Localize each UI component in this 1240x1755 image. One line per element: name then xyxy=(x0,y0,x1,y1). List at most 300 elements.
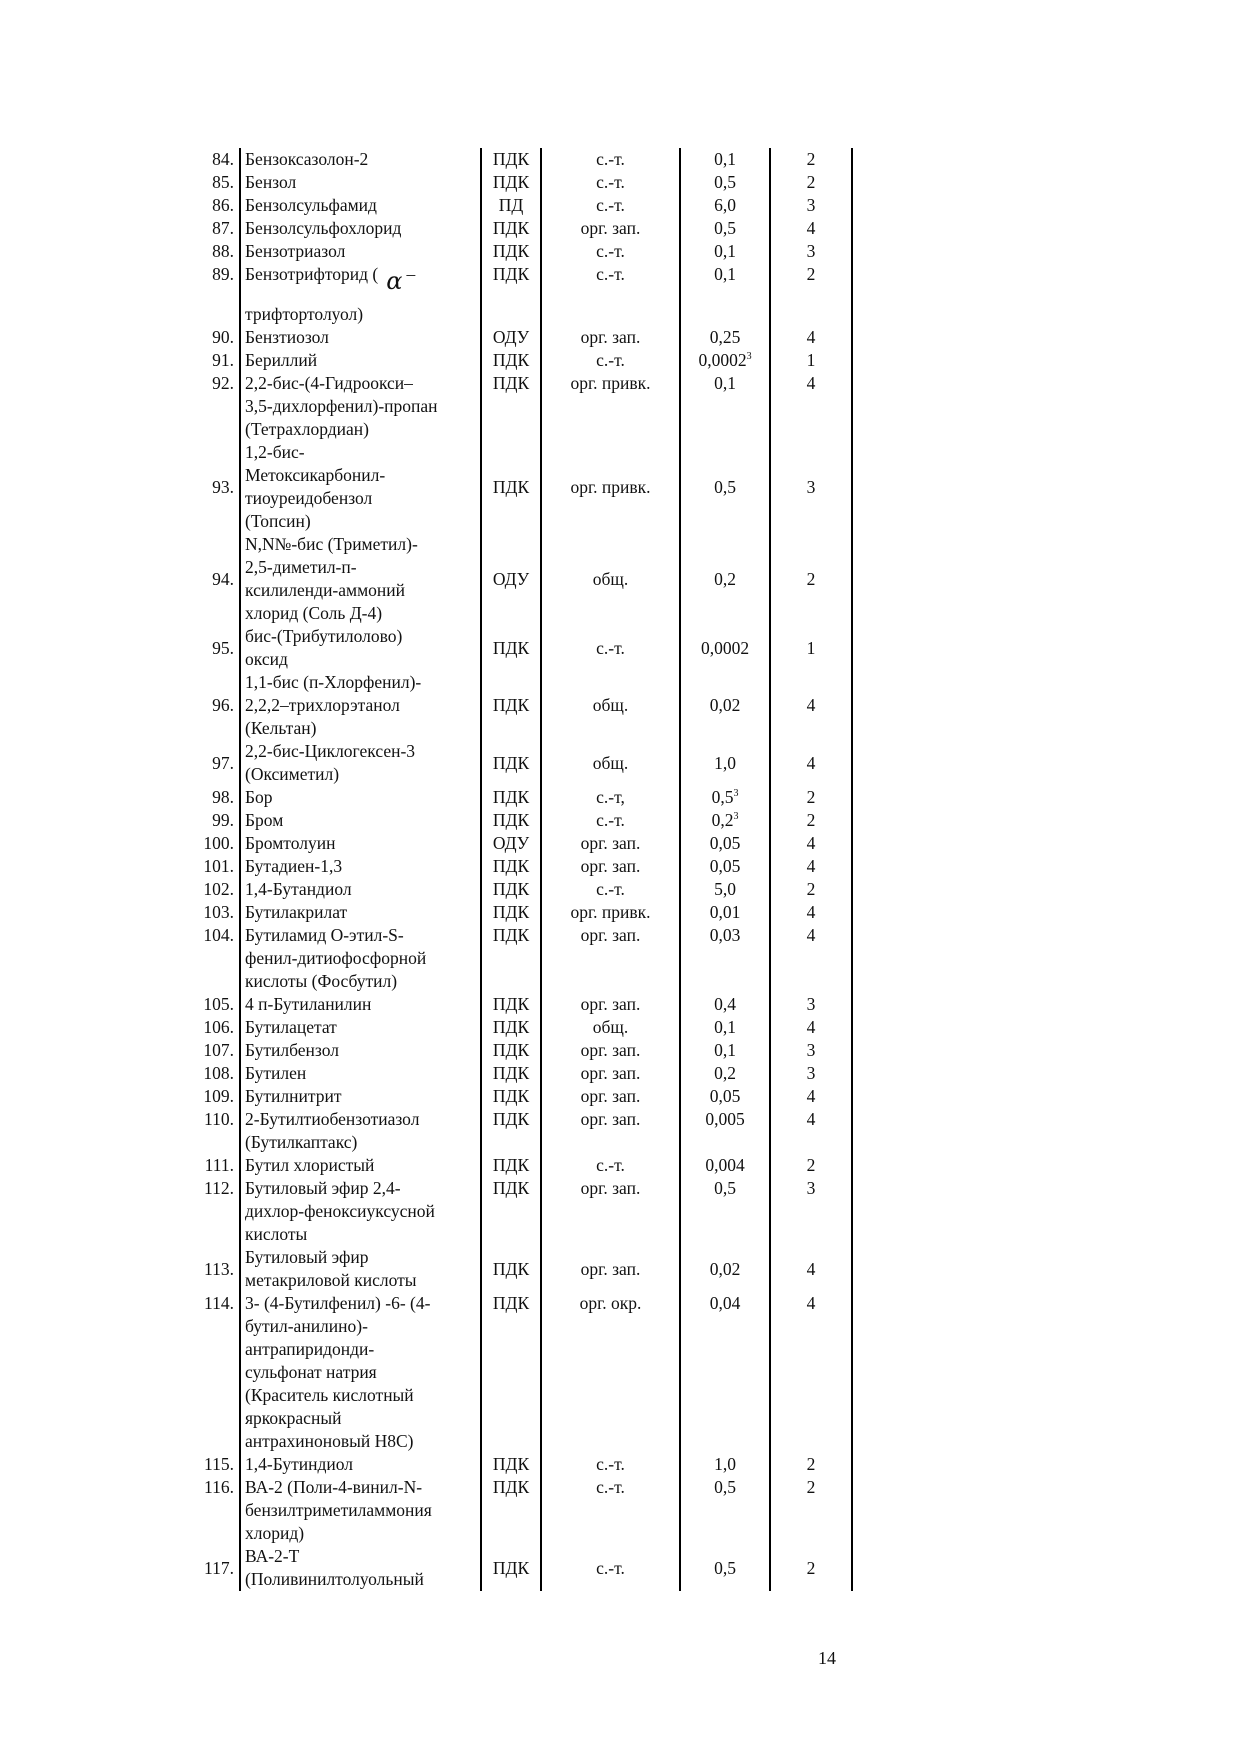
substance-name-line: ВА-2 (Поли-4-винил-N- xyxy=(245,1477,423,1497)
value-number: 0,1 xyxy=(714,149,736,169)
table-row xyxy=(186,1177,852,1246)
substance-name xyxy=(240,441,481,533)
value-number: 1,0 xyxy=(714,1454,736,1474)
standard-type: ПДК xyxy=(481,786,541,809)
hazard-class: 2 xyxy=(770,263,852,326)
limiting-indicator: орг. окр. xyxy=(541,1292,680,1453)
limiting-indicator: с.-т. xyxy=(541,809,680,832)
row-number: 106. xyxy=(203,1017,234,1037)
hazard-class: 4 xyxy=(770,372,852,441)
concentration-value xyxy=(680,148,770,171)
hazard-class: 2 xyxy=(770,1476,852,1545)
standard-type: ПДК xyxy=(481,1545,541,1591)
limiting-indicator: с.-т. xyxy=(541,263,680,326)
substance-name-line: Бор xyxy=(245,787,273,807)
substance-name-line: 1,4-Бутандиол xyxy=(245,879,352,899)
concentration-value xyxy=(680,1453,770,1476)
table-row xyxy=(186,217,852,240)
substance-name-line: Бром xyxy=(245,810,284,830)
table-row xyxy=(186,1062,852,1085)
row-number: 112. xyxy=(204,1178,234,1198)
standard-type: ОДУ xyxy=(481,326,541,349)
substance-name-line: 2,2-бис-Циклогексен-3 xyxy=(245,741,416,761)
substance-name xyxy=(240,832,481,855)
row-number: 96. xyxy=(212,695,234,715)
substance-name xyxy=(240,809,481,832)
standard-type: ПДК xyxy=(481,1453,541,1476)
table-row xyxy=(186,326,852,349)
limiting-indicator: общ. xyxy=(541,1016,680,1039)
substance-name xyxy=(240,1085,481,1108)
value-footnote: 3 xyxy=(733,788,739,799)
substance-name-line: фенил-дитиофосфорной xyxy=(245,948,427,968)
substance-name xyxy=(240,901,481,924)
concentration-value xyxy=(680,1292,770,1453)
table-row xyxy=(186,441,852,533)
concentration-value xyxy=(680,832,770,855)
hazard-class: 4 xyxy=(770,217,852,240)
substance-name xyxy=(240,217,481,240)
concentration-value xyxy=(680,349,770,372)
value-number: 0,03 xyxy=(709,925,741,945)
row-number: 110. xyxy=(204,1109,234,1129)
value-number: 0,0002 xyxy=(700,637,750,658)
concentration-value xyxy=(680,878,770,901)
table-row xyxy=(186,740,852,786)
substance-name-line: Бутадиен-1,3 xyxy=(245,856,343,876)
concentration-value xyxy=(680,1246,770,1292)
row-number: 90. xyxy=(212,327,234,347)
substance-name-line: N,N№-бис (Триметил)- xyxy=(245,534,418,554)
value-number: 0,1 xyxy=(714,373,736,393)
concentration-value xyxy=(680,1476,770,1545)
standard-type: ПДК xyxy=(481,1085,541,1108)
page-number: 14 xyxy=(818,1648,836,1668)
limiting-indicator: общ. xyxy=(541,671,680,740)
limiting-indicator: с.-т. xyxy=(541,194,680,217)
standard-type: ПДК xyxy=(481,740,541,786)
limiting-indicator: орг. зап. xyxy=(541,993,680,1016)
table-row xyxy=(186,786,852,809)
standard-type: ПДК xyxy=(481,993,541,1016)
hazard-class: 4 xyxy=(770,855,852,878)
table-row xyxy=(186,1108,852,1154)
standard-type: ПДК xyxy=(481,1177,541,1246)
value-number: 0,25 xyxy=(709,327,741,347)
substance-name xyxy=(240,1453,481,1476)
substance-name xyxy=(240,349,481,372)
substance-name xyxy=(240,786,481,809)
limiting-indicator: орг. зап. xyxy=(541,1108,680,1154)
hazard-class: 3 xyxy=(770,1039,852,1062)
table-row xyxy=(186,1246,852,1292)
substance-name xyxy=(240,1039,481,1062)
table-row xyxy=(186,1154,852,1177)
substance-name-head: Бензотрифторид ( xyxy=(245,264,379,284)
hazard-class: 4 xyxy=(770,1085,852,1108)
limiting-indicator: с.-т. xyxy=(541,625,680,671)
value-number: 0,05 xyxy=(709,833,741,853)
substance-name-dash: – xyxy=(406,264,416,284)
hazard-class: 2 xyxy=(770,1154,852,1177)
concentration-value xyxy=(680,1177,770,1246)
substance-name xyxy=(240,263,481,326)
limiting-indicator: с.-т. xyxy=(541,148,680,171)
standard-type: ПДК xyxy=(481,1246,541,1292)
limiting-indicator: орг. зап. xyxy=(541,855,680,878)
substance-name-line: дихлор-феноксиуксусной xyxy=(245,1201,435,1221)
hazard-class: 1 xyxy=(770,625,852,671)
row-number: 108. xyxy=(203,1063,234,1083)
row-number: 84. xyxy=(212,149,234,169)
value-number: 0,2 xyxy=(714,568,736,589)
table-row xyxy=(186,855,852,878)
substance-name-line: 3- (4-Бутилфенил) -6- (4- xyxy=(245,1293,431,1313)
substance-name-line: оксид xyxy=(245,649,288,669)
hazard-class: 4 xyxy=(770,1292,852,1453)
table-row xyxy=(186,809,852,832)
hazard-class: 2 xyxy=(770,148,852,171)
concentration-value xyxy=(680,671,770,740)
hazard-class: 2 xyxy=(770,1545,852,1591)
value-number: 0,004 xyxy=(705,1155,745,1175)
substance-name xyxy=(240,924,481,993)
hazard-class: 4 xyxy=(770,901,852,924)
table-row xyxy=(186,993,852,1016)
table-row xyxy=(186,924,852,993)
hazard-class: 3 xyxy=(770,441,852,533)
value-number: 0,05 xyxy=(709,856,741,876)
value-number: 0,04 xyxy=(709,1293,741,1313)
limiting-indicator: орг. привк. xyxy=(541,901,680,924)
concentration-value xyxy=(680,1154,770,1177)
substance-name-line: яркокрасный xyxy=(245,1408,342,1428)
substance-name xyxy=(240,625,481,671)
substance-name-line: (Бутилкаптакс) xyxy=(245,1132,358,1152)
concentration-value xyxy=(680,240,770,263)
value-number: 1,0 xyxy=(714,752,736,773)
standard-type: ПДК xyxy=(481,901,541,924)
substance-name-line: сульфонат натрия xyxy=(245,1362,377,1382)
substance-name-line: тиоуреидобензол xyxy=(245,488,373,508)
concentration-value xyxy=(680,263,770,326)
substance-name xyxy=(240,1476,481,1545)
standard-type: ПДК xyxy=(481,1154,541,1177)
concentration-value xyxy=(680,1108,770,1154)
concentration-value xyxy=(680,1085,770,1108)
row-number: 97. xyxy=(212,752,234,773)
table-row xyxy=(186,194,852,217)
substance-name-line: кислоты xyxy=(245,1224,308,1244)
row-number: 100. xyxy=(203,833,234,853)
substance-name-line: антрахиноновый Н8С) xyxy=(245,1431,414,1451)
hazard-class: 4 xyxy=(770,1108,852,1154)
table-row xyxy=(186,1292,852,1453)
standard-type: ПДК xyxy=(481,1292,541,1453)
value-number: 0,5 xyxy=(714,1477,736,1497)
row-number: 86. xyxy=(212,195,234,215)
substance-name-line: 1,2-бис- xyxy=(245,442,305,462)
value-number: 0,01 xyxy=(709,902,741,922)
standard-type: ПДК xyxy=(481,171,541,194)
substance-name-line: бис-(Трибутилолово) xyxy=(245,626,403,646)
substance-name xyxy=(240,671,481,740)
substance-name xyxy=(240,148,481,171)
substance-name xyxy=(240,1154,481,1177)
substance-name-line: Бензол xyxy=(245,172,297,192)
row-number: 105. xyxy=(203,994,234,1014)
standard-type: ПДК xyxy=(481,1039,541,1062)
value-number: 0,5 xyxy=(714,1178,736,1198)
table-row xyxy=(186,1039,852,1062)
hazard-class: 4 xyxy=(770,1016,852,1039)
substance-name xyxy=(240,240,481,263)
limiting-indicator: орг. зап. xyxy=(541,832,680,855)
substance-name-line: ВА-2-Т xyxy=(245,1546,300,1566)
limiting-indicator: с.-т. xyxy=(541,1453,680,1476)
concentration-value xyxy=(680,1016,770,1039)
standard-type: ПД xyxy=(481,194,541,217)
limiting-indicator: с.-т. xyxy=(541,1154,680,1177)
concentration-value xyxy=(680,194,770,217)
standard-type: ОДУ xyxy=(481,832,541,855)
substance-name xyxy=(240,1108,481,1154)
concentration-value xyxy=(680,217,770,240)
substance-name-line: Бутиловый эфир 2,4- xyxy=(245,1178,401,1198)
concentration-value xyxy=(680,171,770,194)
hazard-class: 3 xyxy=(770,240,852,263)
row-number: 114. xyxy=(204,1293,234,1313)
row-number: 115. xyxy=(204,1454,234,1474)
value-number: 0,02 xyxy=(709,695,741,715)
substance-name-line: (Кельтан) xyxy=(245,718,317,738)
hazard-class: 4 xyxy=(770,924,852,993)
standard-type: ПДК xyxy=(481,217,541,240)
value-footnote: 3 xyxy=(746,351,752,362)
concentration-value xyxy=(680,372,770,441)
concentration-value xyxy=(680,533,770,625)
table-row xyxy=(186,263,852,326)
substance-name-line: 3,5-дихлорфенил)-пропан xyxy=(245,396,438,416)
concentration-value xyxy=(680,441,770,533)
hazard-class: 3 xyxy=(770,1177,852,1246)
limiting-indicator: орг. зап. xyxy=(541,326,680,349)
substance-name-line: (Топсин) xyxy=(245,511,311,531)
substance-name-line: хлорид) xyxy=(245,1523,305,1543)
limiting-indicator: с.-т. xyxy=(541,878,680,901)
row-number: 89. xyxy=(212,264,234,284)
table-body xyxy=(186,148,852,1591)
limiting-indicator: с.-т. xyxy=(541,240,680,263)
substance-name-line: трифтортолуол) xyxy=(245,304,364,324)
concentration-value xyxy=(680,809,770,832)
standard-type: ПДК xyxy=(481,809,541,832)
value-number: 0,1 xyxy=(714,1017,736,1037)
substance-name xyxy=(240,878,481,901)
substance-name-line: Бутилакрилат xyxy=(245,902,348,922)
value-number: 0,005 xyxy=(705,1109,745,1129)
table-row xyxy=(186,372,852,441)
value-number: 6,0 xyxy=(714,195,736,215)
row-number: 107. xyxy=(203,1040,234,1060)
alpha-symbol: α xyxy=(386,267,403,295)
concentration-value xyxy=(680,1039,770,1062)
row-number: 117. xyxy=(204,1557,234,1578)
row-number: 104. xyxy=(203,925,234,945)
standard-type: ПДК xyxy=(481,240,541,263)
substance-name-line: Бутилбензол xyxy=(245,1040,339,1060)
limiting-indicator: орг. зап. xyxy=(541,1177,680,1246)
hazard-class: 3 xyxy=(770,1062,852,1085)
substance-name xyxy=(240,1062,481,1085)
substance-name-line: 2,5-диметил-п- xyxy=(245,557,357,577)
standard-type: ПДК xyxy=(481,372,541,441)
substance-name-line: Бромтолуин xyxy=(245,833,336,853)
hazard-class: 3 xyxy=(770,194,852,217)
substance-name-line: 1,4-Бутиндиол xyxy=(245,1454,353,1474)
table-row xyxy=(186,1453,852,1476)
limiting-indicator: орг. зап. xyxy=(541,1039,680,1062)
substance-name-line: 1,1-бис (п-Хлорфенил)- xyxy=(245,672,422,692)
limiting-indicator: орг. привк. xyxy=(541,441,680,533)
hazard-class: 4 xyxy=(770,1246,852,1292)
limiting-indicator: общ. xyxy=(541,740,680,786)
table-row xyxy=(186,240,852,263)
hazard-class: 4 xyxy=(770,740,852,786)
substance-name-line: 2,2,2–трихлорэтанол xyxy=(245,695,400,715)
limiting-indicator: с.-т. xyxy=(541,349,680,372)
row-number: 85. xyxy=(212,172,234,192)
row-number: 91. xyxy=(212,350,234,370)
value-number: 0,02 xyxy=(709,1258,741,1279)
table-row xyxy=(186,1545,852,1591)
substance-name-line: Бутил хлористый xyxy=(245,1155,375,1175)
hazard-class: 4 xyxy=(770,326,852,349)
limiting-indicator: с.-т, xyxy=(541,786,680,809)
row-number: 99. xyxy=(212,810,234,830)
standard-type: ПДК xyxy=(481,625,541,671)
substance-name-line: Бензтиозол xyxy=(245,327,329,347)
table-row xyxy=(186,349,852,372)
substance-name xyxy=(240,326,481,349)
substance-name-line: кислоты (Фосбутил) xyxy=(245,971,398,991)
value-number: 0,05 xyxy=(709,1086,741,1106)
value-number: 0,5 xyxy=(714,172,736,192)
value-number: 0,1 xyxy=(714,1040,736,1060)
row-number: 101. xyxy=(203,856,234,876)
value-number: 0,5 xyxy=(714,218,736,238)
concentration-value xyxy=(680,1545,770,1591)
concentration-value xyxy=(680,993,770,1016)
row-number: 109. xyxy=(203,1086,234,1106)
concentration-value xyxy=(680,855,770,878)
concentration-value xyxy=(680,786,770,809)
standard-type: ПДК xyxy=(481,263,541,326)
table-row xyxy=(186,171,852,194)
table-row xyxy=(186,1476,852,1545)
row-number: 95. xyxy=(212,637,234,658)
substance-name-line: 4 п-Бутиланилин xyxy=(245,994,372,1014)
table-row xyxy=(186,148,852,171)
substance-name-line: (Поливинилтолуольный xyxy=(245,1569,424,1589)
concentration-value xyxy=(680,326,770,349)
limiting-indicator: с.-т. xyxy=(541,171,680,194)
row-number: 93. xyxy=(212,476,234,497)
limiting-indicator: с.-т. xyxy=(541,1476,680,1545)
standard-type: ПДК xyxy=(481,671,541,740)
row-number: 98. xyxy=(212,787,234,807)
substance-name-line: Метоксикарбонил- xyxy=(245,465,386,485)
substance-name-line: Бензоксазолон-2 xyxy=(245,149,369,169)
substance-name xyxy=(240,1545,481,1591)
value-footnote: 3 xyxy=(733,811,739,822)
value-number: 0,1 xyxy=(714,241,736,261)
table-row xyxy=(186,901,852,924)
substance-name xyxy=(240,1246,481,1292)
substance-name-line: хлорид (Соль Д-4) xyxy=(245,603,383,623)
standard-type: ОДУ xyxy=(481,533,541,625)
hazard-class: 2 xyxy=(770,878,852,901)
table-row xyxy=(186,1085,852,1108)
hazard-class: 2 xyxy=(770,786,852,809)
standard-type: ПДК xyxy=(481,1476,541,1545)
value-number: 0,4 xyxy=(714,994,736,1014)
substance-name-line: Бутилнитрит xyxy=(245,1086,342,1106)
hazard-class: 3 xyxy=(770,993,852,1016)
limiting-indicator: орг. зап. xyxy=(541,1246,680,1292)
row-number: 94. xyxy=(212,568,234,589)
substance-name-line: метакриловой кислоты xyxy=(245,1270,417,1290)
substance-name xyxy=(240,1177,481,1246)
substance-name xyxy=(240,1016,481,1039)
row-number: 88. xyxy=(212,241,234,261)
substance-name-line: Бериллий xyxy=(245,350,318,370)
hazard-class: 1 xyxy=(770,349,852,372)
substance-name-line: бензилтриметиламмония xyxy=(245,1500,432,1520)
substance-name-line: Бутиламид О-этил-S- xyxy=(245,925,404,945)
value-number: 0,0002 xyxy=(698,350,747,370)
row-number: 116. xyxy=(204,1477,234,1497)
substance-name xyxy=(240,533,481,625)
substance-name-line: 2-Бутилтиобензотиазол xyxy=(245,1109,420,1129)
row-number: 87. xyxy=(212,218,234,238)
substance-name-line: Бензотриазол xyxy=(245,241,346,261)
concentration-value xyxy=(680,740,770,786)
value-number: 0,1 xyxy=(714,264,736,284)
substance-name-line: Бутиловый эфир xyxy=(245,1247,369,1267)
substance-name-line: (Тетрахлордиан) xyxy=(245,419,369,439)
limiting-indicator: орг. зап. xyxy=(541,924,680,993)
standard-type: ПДК xyxy=(481,441,541,533)
hazard-class: 2 xyxy=(770,533,852,625)
value-number: 5,0 xyxy=(714,879,736,899)
value-number: 0,5 xyxy=(711,787,734,807)
substance-name-line: (Краситель кислотный xyxy=(245,1385,414,1405)
standard-type: ПДК xyxy=(481,1016,541,1039)
substance-table xyxy=(186,148,853,1591)
table-row xyxy=(186,625,852,671)
substance-name-line xyxy=(245,263,480,303)
substance-name-line: ксилиленди-аммоний xyxy=(245,580,406,600)
limiting-indicator: орг. привк. xyxy=(541,372,680,441)
row-number: 113. xyxy=(204,1258,234,1279)
substance-name-line: Бензолсульфамид xyxy=(245,195,377,215)
table-row xyxy=(186,1016,852,1039)
substance-name xyxy=(240,993,481,1016)
table-row xyxy=(186,878,852,901)
row-number: 102. xyxy=(203,879,234,899)
row-number: 103. xyxy=(203,902,234,922)
